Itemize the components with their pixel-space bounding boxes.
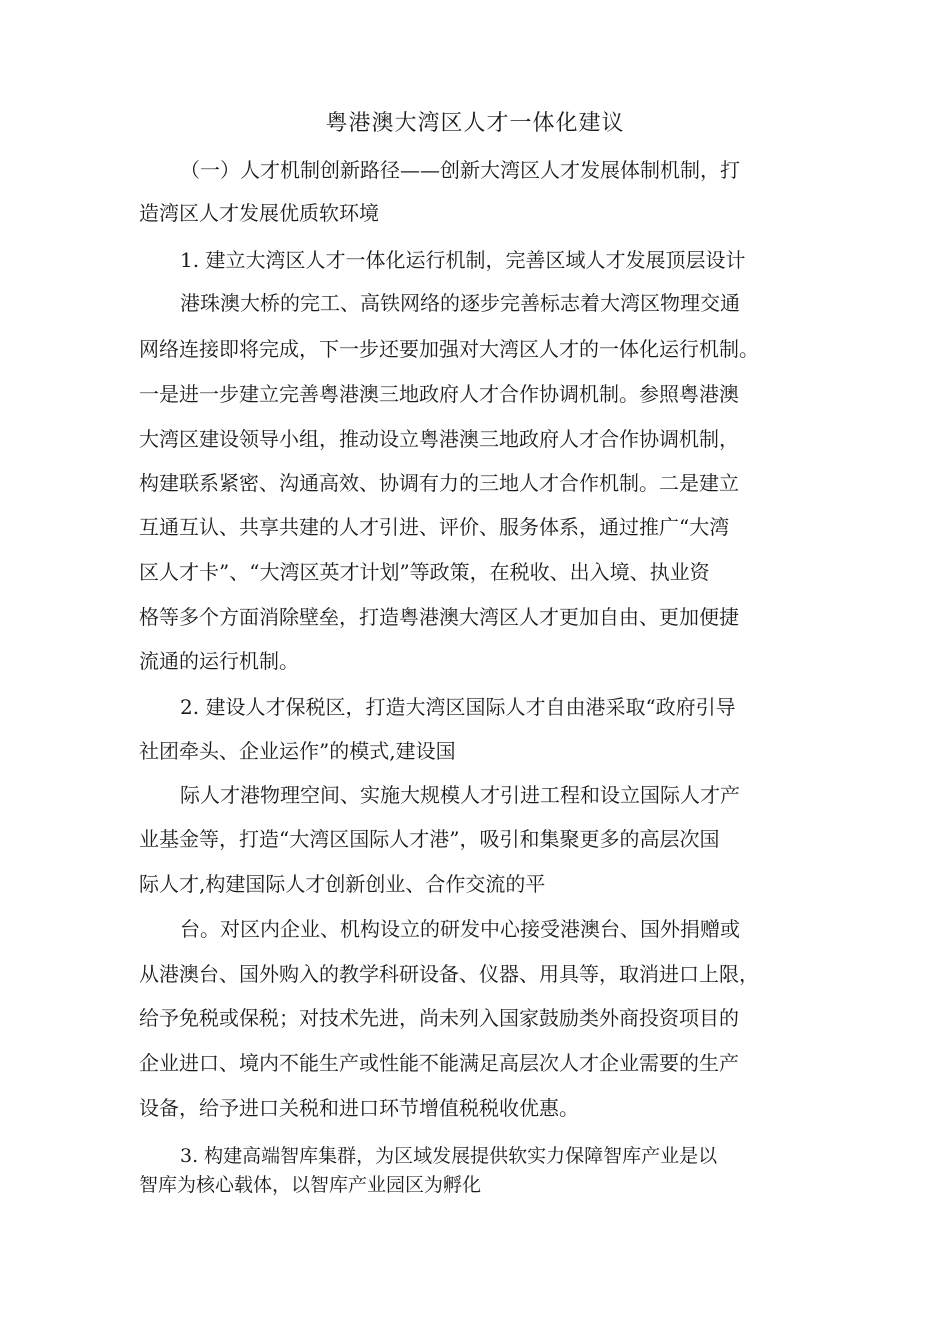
text-line: 大湾区建设领导小组，推动设立粤港澳三地政府人才合作协调机制，	[139, 427, 739, 451]
text-line: 给予免税或保税；对技术先进，尚未列入国家鼓励类外商投资项目的	[139, 1006, 739, 1030]
text-line: 际人才,构建国际人才创新创业、合作交流的平	[139, 872, 546, 896]
text-line: （一）人才机制创新路径——创新大湾区人才发展体制机制，打	[180, 158, 740, 182]
text-line: 际人才港物理空间、实施大规模人才引进工程和设立国际人才产	[180, 783, 740, 807]
text-line: 流通的运行机制。	[139, 649, 299, 673]
text-line: 网络连接即将完成，下一步还要加强对大湾区人才的一体化运行机制。	[139, 337, 759, 361]
text-line: 从港澳台、国外购入的教学科研设备、仪器、用具等，取消进口上限，	[139, 962, 759, 986]
text-line: 格等多个方面消除壁垒，打造粤港澳大湾区人才更加自由、更加便捷	[139, 605, 739, 629]
text-line: 台。对区内企业、机构设立的研发中心接受港澳台、国外捐赠或	[180, 917, 740, 941]
text-line: 造湾区人才发展优质软环境	[139, 201, 379, 225]
text-line: 企业进口、境内不能生产或性能不能满足高层次人才企业需要的生产	[139, 1051, 739, 1075]
text-line: 业基金等，打造“大湾区国际人才港”，吸引和集聚更多的高层次国	[139, 827, 720, 851]
text-line: 社团牵头、企业运作”的模式,建设国	[139, 739, 456, 763]
text-line: 区人才卡”、“大湾区英才计划”等政策，在税收、出入境、执业资	[139, 560, 710, 584]
text-line: 2. 建设人才保税区，打造大湾区国际人才自由港采取“政府引导	[180, 695, 736, 719]
text-line: 设备，给予进口关税和进口环节增值税税收优惠。	[139, 1096, 579, 1120]
text-line: 1. 建立大湾区人才一体化运行机制，完善区域人才发展顶层设计	[180, 248, 746, 272]
text-line: 互通互认、共享共建的人才引进、评价、服务体系，通过推广“大湾	[139, 515, 730, 539]
text-line: 港珠澳大桥的完工、高铁网络的逐步完善标志着大湾区物理交通	[180, 291, 740, 315]
document-title: 粤港澳大湾区人才一体化建议	[325, 111, 625, 136]
text-line: 一是进一步建立完善粤港澳三地政府人才合作协调机制。参照粤港澳	[139, 382, 739, 406]
text-line: 3. 构建高端智库集群，为区域发展提供软实力保障智库产业是以	[180, 1145, 718, 1167]
text-line: 智库为核心载体，以智库产业园区为孵化	[139, 1174, 482, 1196]
text-line: 构建联系紧密、沟通高效、协调有力的三地人才合作机制。二是建立	[139, 471, 739, 495]
